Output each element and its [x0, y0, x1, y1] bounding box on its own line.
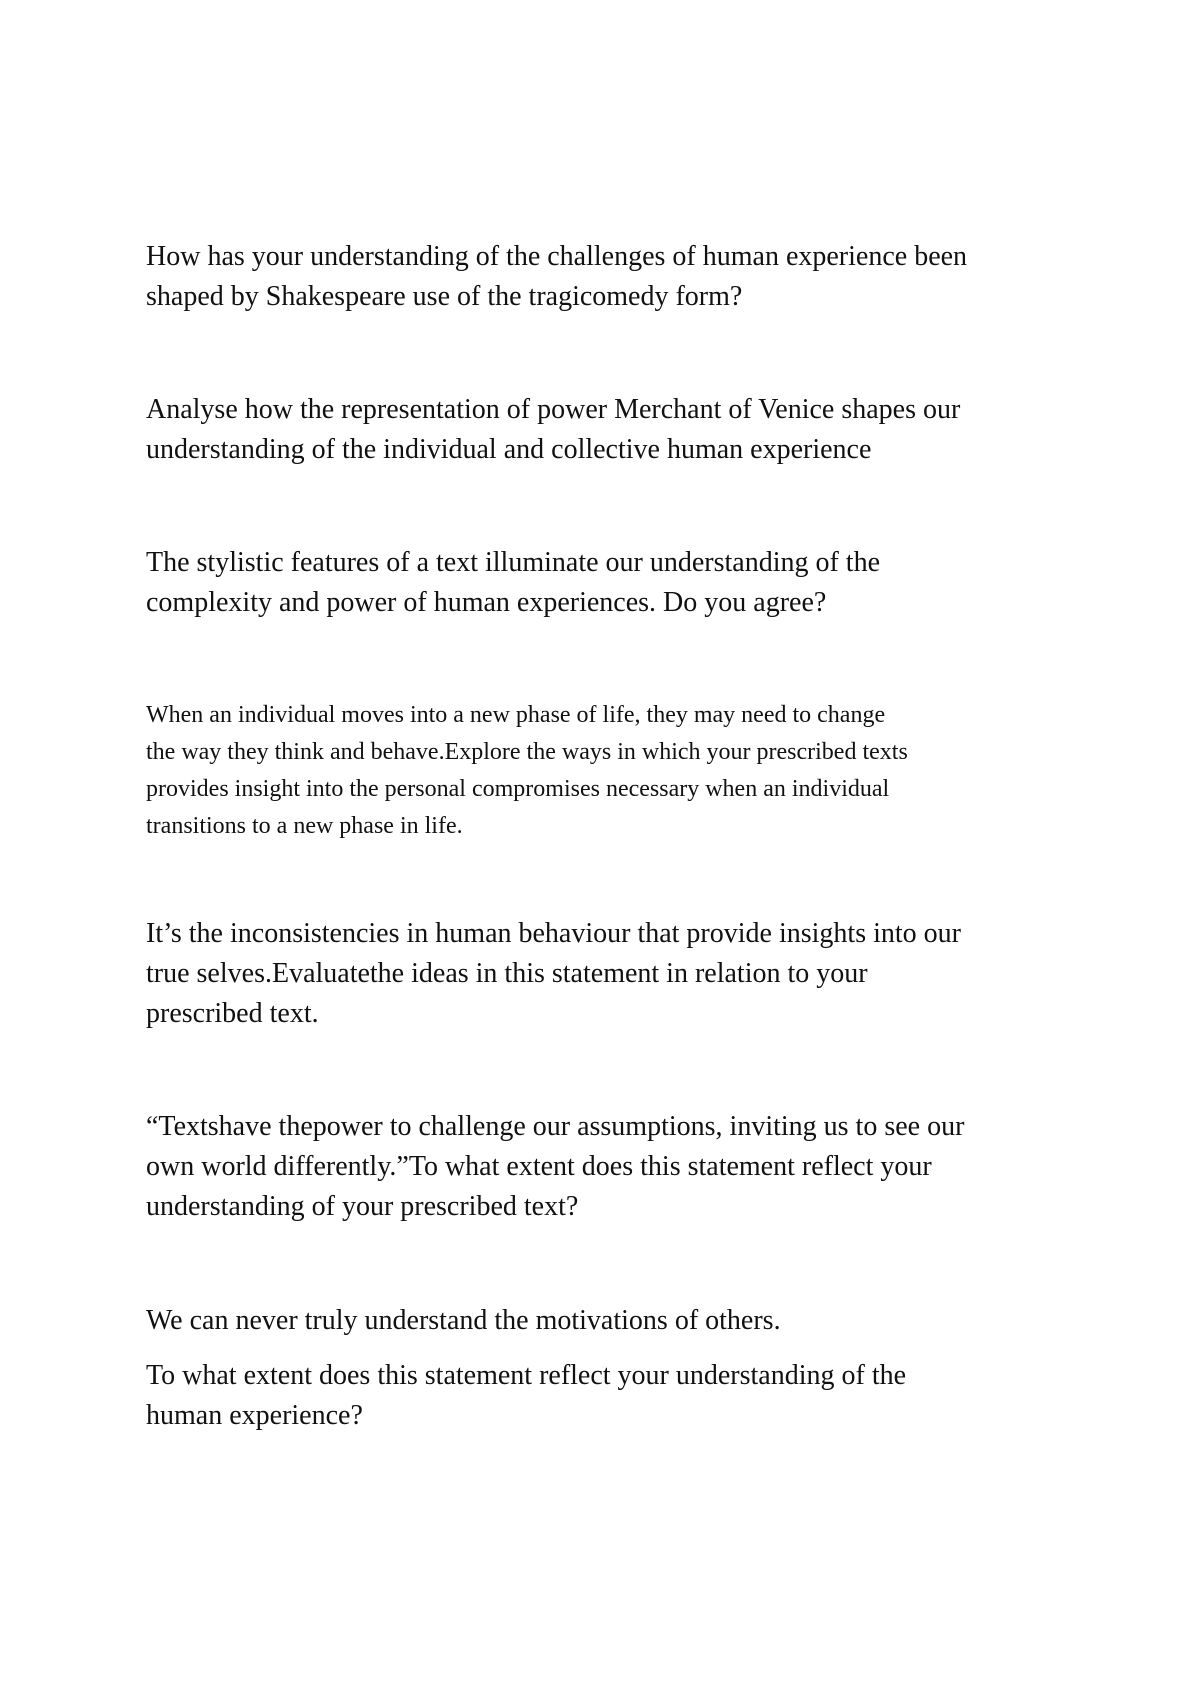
question-line: “Textshave thepower to challenge our assumptions, inviting us to see our	[146, 1111, 965, 1142]
question-paragraph	[146, 1356, 1066, 1436]
question-line: true selves.Evaluatethe ideas in this statement in relation to your	[146, 958, 868, 989]
question-line: human experience?	[146, 1400, 363, 1431]
question-line: transitions to a new phase in life.	[146, 813, 463, 839]
question-paragraph	[146, 390, 1066, 470]
question-paragraph	[146, 914, 1066, 1034]
question-paragraph	[146, 697, 1066, 845]
question-line: Analyse how the representation of power Merchant of Venice shapes our	[146, 394, 961, 425]
question-line: understanding of the individual and collective human experience	[146, 434, 872, 465]
question-line: It’s the inconsistencies in human behaviour that provide insights into our	[146, 918, 961, 949]
question-line: understanding of your prescribed text?	[146, 1191, 579, 1222]
question-line: prescribed text.	[146, 998, 319, 1029]
question-paragraph	[146, 1301, 1066, 1341]
question-paragraph	[146, 543, 1066, 623]
question-paragraph	[146, 1107, 1066, 1227]
question-line: When an individual moves into a new phase of life, they may need to change	[146, 702, 886, 728]
question-line: We can never truly understand the motivations of others.	[146, 1305, 781, 1336]
question-line: complexity and power of human experiences. Do you agree?	[146, 587, 827, 618]
question-line: the way they think and behave.Explore the ways in which your prescribed texts	[146, 739, 908, 765]
question-line: provides insight into the personal compromises necessary when an individual	[146, 776, 890, 802]
question-line: How has your understanding of the challenges of human experience been	[146, 241, 968, 272]
question-paragraph	[146, 237, 1066, 317]
question-line: To what extent does this statement reflect your understanding of the	[146, 1360, 907, 1391]
question-line: own world differently.”To what extent does this statement reflect your	[146, 1151, 932, 1182]
question-line: The stylistic features of a text illuminate our understanding of the	[146, 547, 881, 578]
question-line: shaped by Shakespeare use of the tragicomedy form?	[146, 281, 743, 312]
